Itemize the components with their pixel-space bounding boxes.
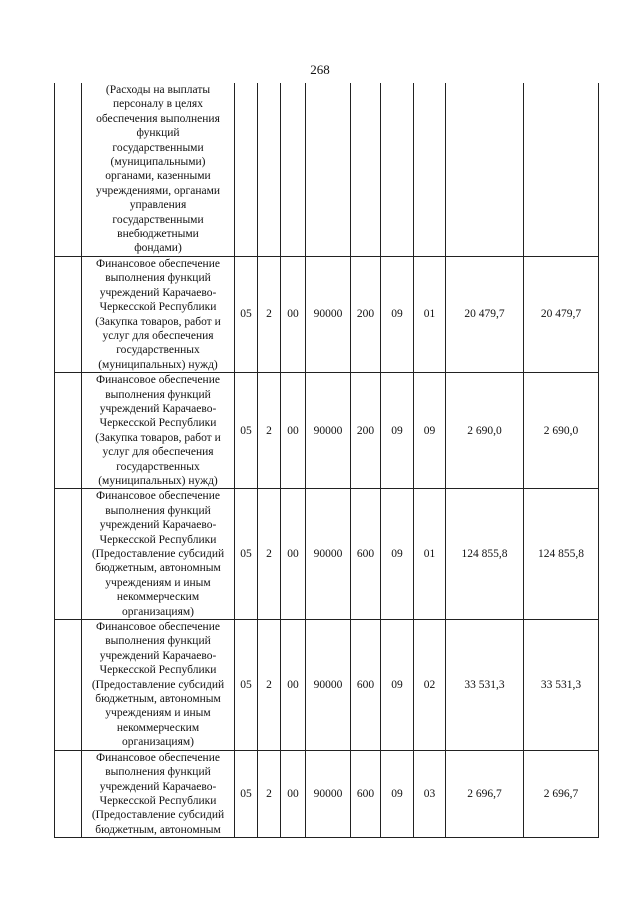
code-cell [306, 83, 351, 256]
code-cell: 01 [414, 489, 446, 620]
description-cell [82, 620, 235, 751]
code-cell: 02 [414, 620, 446, 751]
description-cell [82, 750, 235, 837]
code-cell: 2 [258, 373, 281, 489]
amount-cell: 2 696,7 [524, 750, 599, 837]
description-text: Финансовое обеспечение выполнения функций учреждений Карачаево- Черкесской Республики (Закупка товаров, работ и услуг для обеспечения государственных (муниципальных) нужд) [95, 374, 221, 487]
amount-cell [524, 83, 599, 256]
code-cell: 2 [258, 256, 281, 372]
code-cell [281, 83, 306, 256]
code-cell: 09 [381, 373, 414, 489]
code-cell: 00 [281, 373, 306, 489]
code-cell: 09 [381, 489, 414, 620]
code-cell: 05 [235, 750, 258, 837]
table-row [55, 620, 599, 751]
code-cell: 00 [281, 750, 306, 837]
code-cell: 200 [351, 373, 381, 489]
budget-table [54, 83, 599, 838]
description-cell [82, 373, 235, 489]
amount-cell [446, 83, 524, 256]
code-cell [235, 83, 258, 256]
amount-cell: 124 855,8 [524, 489, 599, 620]
code-cell: 90000 [306, 750, 351, 837]
amount-cell: 124 855,8 [446, 489, 524, 620]
code-cell: 05 [235, 256, 258, 372]
blank-cell [55, 83, 82, 256]
description-cell [82, 489, 235, 620]
code-cell: 05 [235, 489, 258, 620]
code-cell [258, 83, 281, 256]
description-cell [82, 83, 235, 256]
blank-cell [55, 373, 82, 489]
code-cell: 2 [258, 620, 281, 751]
code-cell: 05 [235, 373, 258, 489]
code-cell: 00 [281, 489, 306, 620]
code-cell: 2 [258, 489, 281, 620]
code-cell: 00 [281, 256, 306, 372]
code-cell: 2 [258, 750, 281, 837]
code-cell: 90000 [306, 620, 351, 751]
amount-cell: 20 479,7 [446, 256, 524, 372]
description-text: Финансовое обеспечение выполнения функций учреждений Карачаево- Черкесской Республики (Предоставление субсидий бюджетным, автономным учреждениям и иным некоммерческим организациям) [91, 621, 225, 749]
code-cell [351, 83, 381, 256]
code-cell: 00 [281, 620, 306, 751]
blank-cell [55, 750, 82, 837]
code-cell: 600 [351, 750, 381, 837]
description-cell [82, 256, 235, 372]
blank-cell [55, 489, 82, 620]
amount-cell: 20 479,7 [524, 256, 599, 372]
code-cell: 09 [381, 620, 414, 751]
code-cell: 03 [414, 750, 446, 837]
table-row [55, 256, 599, 372]
code-cell: 600 [351, 489, 381, 620]
code-cell: 05 [235, 620, 258, 751]
description-text: Финансовое обеспечение выполнения функций учреждений Карачаево- Черкесской Республики (Закупка товаров, работ и услуг для обеспечения государственных (муниципальных) нужд) [95, 257, 221, 371]
code-cell: 200 [351, 256, 381, 372]
blank-cell [55, 620, 82, 751]
table-row [55, 373, 599, 489]
code-cell: 90000 [306, 373, 351, 489]
code-cell: 09 [381, 256, 414, 372]
page-number: 268 [310, 62, 330, 77]
blank-cell [55, 256, 82, 372]
code-cell [414, 83, 446, 256]
code-cell: 09 [381, 750, 414, 837]
amount-cell: 33 531,3 [524, 620, 599, 751]
code-cell [381, 83, 414, 256]
description-text: Финансовое обеспечение выполнения функций учреждений Карачаево- Черкесской Республики (Предоставление субсидий бюджетным, автономным учреждениям и иным некоммерческим организациям) [91, 490, 225, 618]
code-cell: 09 [414, 373, 446, 489]
table-row [55, 750, 599, 837]
table-row [55, 489, 599, 620]
code-cell: 01 [414, 256, 446, 372]
amount-cell: 2 690,0 [446, 373, 524, 489]
code-cell: 90000 [306, 256, 351, 372]
code-cell: 90000 [306, 489, 351, 620]
description-text: Финансовое обеспечение выполнения функций учреждений Карачаево- Черкесской Республики (Предоставление субсидий бюджетным, автономным [91, 751, 225, 836]
description-text: (Расходы на выплаты персоналу в целях обеспечения выполнения функций государственными (муниципальными) органами, казенными учреждениями, органами управления государственными внебюджетными фондами) [95, 84, 221, 255]
amount-cell: 2 696,7 [446, 750, 524, 837]
amount-cell: 2 690,0 [524, 373, 599, 489]
code-cell: 600 [351, 620, 381, 751]
amount-cell: 33 531,3 [446, 620, 524, 751]
table-row [55, 83, 599, 256]
